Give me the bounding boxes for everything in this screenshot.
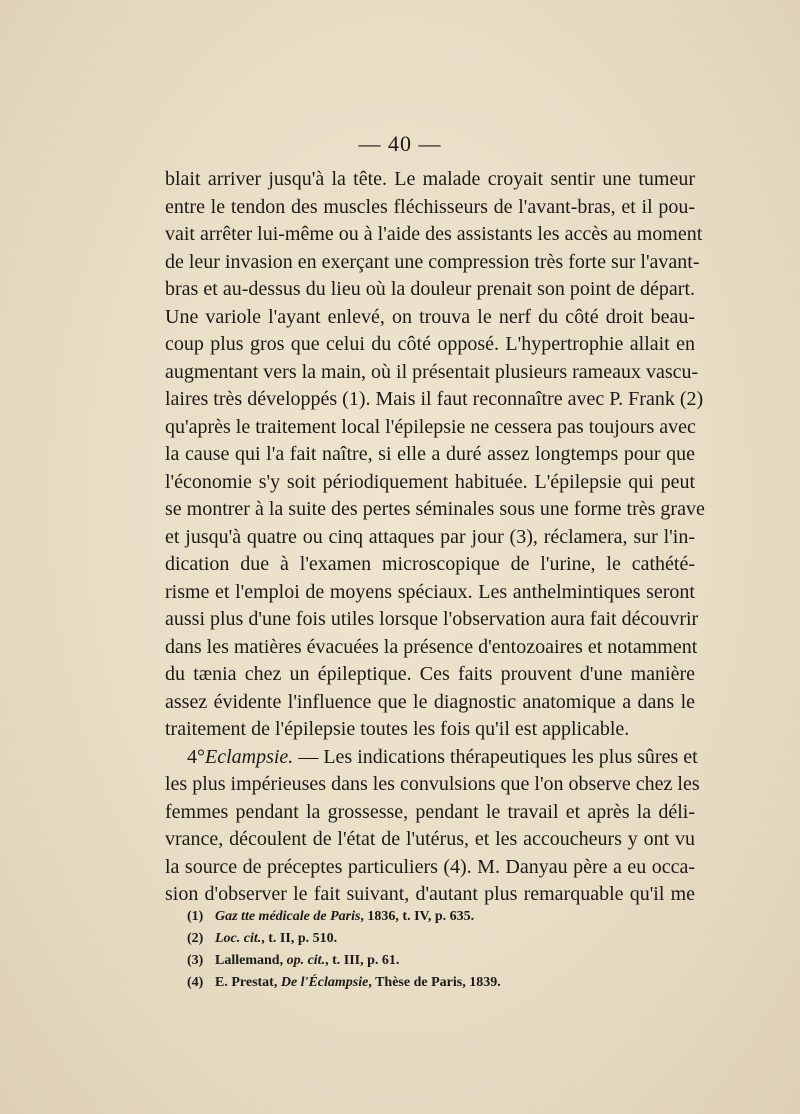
footnote-author: E. Prestat, [215,975,281,990]
text-line: qu'après le traitement local l'épilepsie ne cessera pas toujours avec [165,415,696,438]
footnote-source-title: De l'Éclampsie [280,975,369,990]
footnote-reference: , Thèse de Paris, 1839. [368,975,501,990]
text-line: risme et l'emploi de moyens spéciaux. Les anthelmintiques seront [165,580,695,603]
text-line: de leur invasion en exerçant une compression très forte sur l'avant- [165,250,700,273]
text-line: bras et au-dessus du lieu où la douleur prenait son point de départ. [165,278,695,300]
section-heading-line [165,744,698,772]
text-line: et jusqu'à quatre ou cinq attaques par jour (3), réclamera, sur l'in- [165,525,695,548]
text-line: Une variole l'ayant enlevé, on trouva le nerf du côté droit beau- [165,305,695,328]
footnote-mark: (2) [187,931,204,946]
footnote-reference: , t. II, p. 510. [261,931,338,946]
text-line: dans les matières évacuées la présence d'entozoaires et notamment [165,635,698,658]
text-line: traitement de l'épilepsie toutes les fois qu'il est applicable. [165,718,630,740]
footnote-1 [187,906,667,928]
footnote-reference: , 1836, t. IV, p. 635. [360,909,475,924]
text-line: la cause qui l'a fait naître, si elle a duré assez longtemps pour que [165,443,695,465]
section-title: Eclampsie. [205,745,294,768]
text-line: vrance, découlent de l'état de l'utérus, et les accoucheurs y ont vu [165,828,695,850]
footnote-mark: (4) [187,975,204,990]
text-line: assez évidente l'influence que le diagnostic anatomique a dans le [165,690,695,713]
text-line: du tænia chez un épileptique. Ces faits prouvent d'une manière [165,663,695,685]
text-line: la source de préceptes particuliers (4). M. Danyau père a eu occa- [165,855,695,878]
footnotes [187,906,667,994]
page-number: — 40 — [358,131,442,156]
footnote-reference: , t. III, p. 61. [325,953,400,968]
section-first-line: — Les indications thérapeutiques les plus sûres et [293,745,698,768]
text-line: dication due à l'examen microscopique de l'urine, le cathété- [165,553,695,575]
text-line: augmentant vers la main, où il présentait plusieurs rameaux vascu- [165,360,699,383]
text-line: laires très développés (1). Mais il faut reconnaître avec P. Frank (2) [165,388,704,410]
text-line: sion d'observer le fait suivant, d'autant plus remarquable qu'il me [165,883,695,905]
footnote-3 [187,950,667,972]
text-line: vait arrêter lui-même ou à l'aide des assistants les accès au moment [165,223,703,245]
text-line: se montrer à la suite des pertes séminales sous une forme très grave [165,498,705,520]
text-line: l'économie s'y soit périodiquement habituée. L'épilepsie qui peut [165,470,695,493]
text-line: coup plus gros que celui du côté opposé. L'hypertrophie allait en [165,333,695,355]
footnote-4 [187,972,667,994]
body-text [165,166,705,909]
text-line: blait arriver jusqu'à la tête. Le malade croyait sentir une tumeur [165,168,695,190]
footnote-source-title: Loc. cit. [215,931,262,946]
footnote-source-title: Gaz tte médicale de Paris [215,909,361,924]
text-line: entre le tendon des muscles fléchisseurs de l'avant-bras, et il pou- [165,195,695,218]
footnote-source-title: op. cit. [286,953,326,968]
text-line: aussi plus d'une fois utiles lorsque l'observation aura fait découvrir [165,608,699,630]
text-line: femmes pendant la grossesse, pendant le travail et après la déli- [165,800,695,823]
footnote-2 [187,928,667,950]
footnote-author: Lallemand, [215,953,287,968]
text-line: les plus impérieuses dans les convulsions que l'on observe chez les [165,773,700,795]
footnote-mark: (1) [187,909,204,924]
section-number: 4° [187,745,205,768]
footnote-mark: (3) [187,953,204,968]
